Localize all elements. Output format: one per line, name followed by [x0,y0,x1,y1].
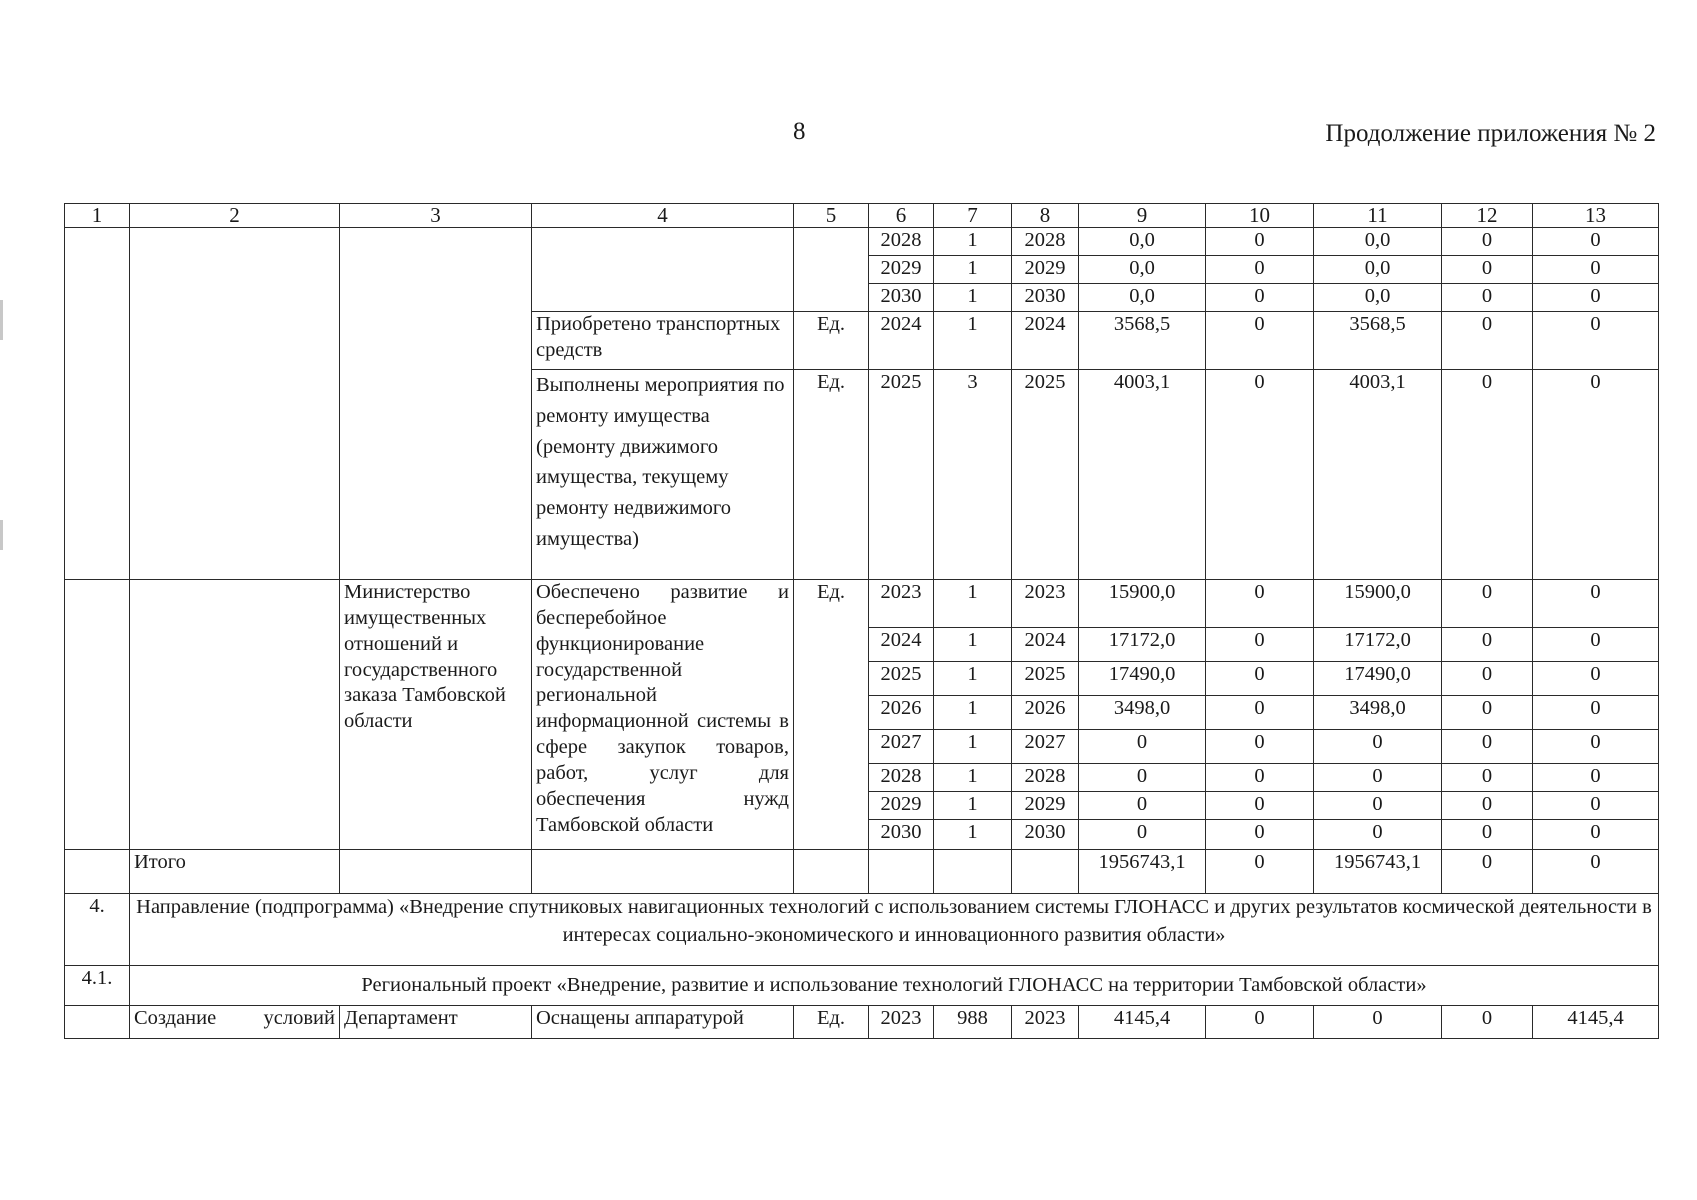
header-cell: 4 [532,204,794,228]
header-cell: 1 [65,204,130,228]
empty-cell [65,580,130,850]
indicator-cell: Оснащены аппаратурой [532,1006,794,1039]
budget-table [64,203,1659,1039]
year-cell: 2030 [869,284,934,312]
section-number: 4. [65,894,130,966]
amount-cell: 0 [1314,792,1442,820]
amount-cell: 0 [1206,628,1314,662]
amount-cell: 0 [1079,792,1206,820]
amount-cell: 0 [1314,820,1442,850]
header-cell: 7 [934,204,1012,228]
amount-cell: 0 [1314,730,1442,764]
amount-cell: 4003,1 [1314,370,1442,580]
indicator-cell: Обеспечено развитие и бесперебойное функционирование государственной региональной информационной системы в сфере закупок товаров, работ, услуг для обеспечения нужд Тамбовской области [532,580,794,850]
total-label: Итого [130,850,340,894]
empty-cell [340,228,532,580]
empty-cell [130,580,340,850]
empty-cell [65,850,130,894]
count-cell: 1 [934,312,1012,370]
year-cell: 2030 [869,820,934,850]
amount-cell: 17172,0 [1079,628,1206,662]
amount-cell: 0 [1442,580,1533,628]
count-cell: 1 [934,228,1012,256]
amount-cell: 0,0 [1079,284,1206,312]
empty-cell [1012,850,1079,894]
amount-cell: 3498,0 [1314,696,1442,730]
amount-cell: 0 [1206,792,1314,820]
amount-cell: 0,0 [1079,256,1206,284]
section-title: Региональный проект «Внедрение, развитие и использование технологий ГЛОНАСС на территории Тамбовской области» [130,966,1659,1006]
count-cell: 1 [934,580,1012,628]
year-cell: 2025 [1012,370,1079,580]
amount-cell: 17490,0 [1314,662,1442,696]
amount-cell: 0 [1079,730,1206,764]
amount-cell: 0 [1533,228,1659,256]
executor-cell: Департамент [340,1006,532,1039]
year-cell: 2025 [1012,662,1079,696]
amount-cell: 17172,0 [1314,628,1442,662]
amount-cell: 3568,5 [1079,312,1206,370]
amount-cell: 0 [1533,580,1659,628]
header-cell: 10 [1206,204,1314,228]
amount-cell: 0 [1206,284,1314,312]
amount-cell: 0 [1442,1006,1533,1039]
header-cell: 12 [1442,204,1533,228]
amount-cell: 0 [1206,662,1314,696]
unit-cell: Ед. [794,370,869,580]
amount-cell: 0 [1442,764,1533,792]
amount-cell: 0,0 [1314,228,1442,256]
header-cell: 3 [340,204,532,228]
amount-cell: 4003,1 [1079,370,1206,580]
table-row [65,580,1659,628]
executor-cell: Министерство имущественных отношений и государственного заказа Тамбовской области [340,580,532,850]
count-cell: 1 [934,792,1012,820]
amount-cell: 0 [1533,792,1659,820]
count-cell: 1 [934,628,1012,662]
unit-cell: Ед. [794,580,869,850]
year-cell: 2026 [1012,696,1079,730]
year-cell: 2028 [1012,228,1079,256]
page-number: 8 [793,118,806,145]
amount-cell: 0 [1442,792,1533,820]
amount-cell: 15900,0 [1314,580,1442,628]
amount-cell: 0 [1533,628,1659,662]
year-cell: 2027 [1012,730,1079,764]
measure-cell: Создание условий [130,1006,340,1039]
year-cell: 2025 [869,662,934,696]
empty-cell [532,228,794,312]
amount-cell: 0 [1206,370,1314,580]
empty-cell [794,228,869,312]
scan-edge-mark [0,300,3,340]
header-cell: 11 [1314,204,1442,228]
empty-cell [869,850,934,894]
amount-cell: 0 [1442,256,1533,284]
amount-cell: 0 [1533,730,1659,764]
header-cell: 13 [1533,204,1659,228]
amount-cell: 0,0 [1079,228,1206,256]
count-cell: 1 [934,730,1012,764]
indicator-cell: Приобретено транспортных средств [532,312,794,370]
year-cell: 2024 [869,312,934,370]
year-cell: 2027 [869,730,934,764]
year-cell: 2024 [869,628,934,662]
column-number-header [65,204,1659,228]
header-cell: 9 [1079,204,1206,228]
amount-cell: 0 [1314,764,1442,792]
year-cell: 2029 [869,792,934,820]
empty-cell [794,850,869,894]
year-cell: 2024 [1012,628,1079,662]
amount-cell: 0 [1533,284,1659,312]
year-cell: 2030 [1012,284,1079,312]
count-cell: 1 [934,256,1012,284]
amount-cell: 0 [1442,730,1533,764]
year-cell: 2029 [1012,256,1079,284]
amount-cell: 0 [1533,370,1659,580]
count-cell: 1 [934,820,1012,850]
header-cell: 5 [794,204,869,228]
amount-cell: 0,0 [1314,284,1442,312]
amount-cell: 0 [1442,312,1533,370]
amount-cell: 0 [1442,696,1533,730]
amount-cell: 4145,4 [1533,1006,1659,1039]
amount-cell: 0 [1442,228,1533,256]
year-cell: 2028 [869,228,934,256]
amount-cell: 0 [1533,696,1659,730]
count-cell: 3 [934,370,1012,580]
total-amount-cell: 0 [1533,850,1659,894]
count-cell: 1 [934,284,1012,312]
amount-cell: 0 [1442,284,1533,312]
total-amount-cell: 0 [1206,850,1314,894]
amount-cell: 0 [1206,730,1314,764]
total-row [65,850,1659,894]
amount-cell: 17490,0 [1079,662,1206,696]
year-cell: 2023 [869,1006,934,1039]
header-cell: 6 [869,204,934,228]
amount-cell: 0 [1442,628,1533,662]
year-cell: 2029 [869,256,934,284]
amount-cell: 0 [1206,228,1314,256]
amount-cell: 3498,0 [1079,696,1206,730]
amount-cell: 0 [1533,820,1659,850]
count-cell: 988 [934,1006,1012,1039]
amount-cell: 0 [1533,764,1659,792]
year-cell: 2030 [1012,820,1079,850]
amount-cell: 0 [1533,312,1659,370]
amount-cell: 0 [1533,256,1659,284]
empty-cell [65,228,130,580]
section-row [65,894,1659,966]
year-cell: 2023 [1012,1006,1079,1039]
year-cell: 2023 [869,580,934,628]
section-number: 4.1. [65,966,130,1006]
subsection-row [65,966,1659,1006]
empty-cell [934,850,1012,894]
amount-cell: 0 [1079,820,1206,850]
year-cell: 2029 [1012,792,1079,820]
count-cell: 1 [934,662,1012,696]
indicator-cell: Выполнены мероприятия по ремонту имущества (ремонту движимого имущества, текущему ремонту недвижимого имущества) [532,370,794,580]
section-title: Направление (подпрограмма) «Внедрение спутниковых навигационных технологий с использованием системы ГЛОНАСС и других результатов космической деятельности в интересах социально-экономического и инновационного развития области» [130,894,1659,966]
amount-cell: 0,0 [1314,256,1442,284]
year-cell: 2028 [869,764,934,792]
amount-cell: 0 [1206,1006,1314,1039]
amount-cell: 0 [1206,580,1314,628]
count-cell: 1 [934,764,1012,792]
total-amount-cell: 1956743,1 [1314,850,1442,894]
scan-edge-mark [0,520,3,550]
total-amount-cell: 1956743,1 [1079,850,1206,894]
header-cell: 8 [1012,204,1079,228]
amount-cell: 0 [1442,820,1533,850]
empty-cell [130,228,340,580]
count-cell: 1 [934,696,1012,730]
table-row [65,1006,1659,1039]
amount-cell: 0 [1206,312,1314,370]
amount-cell: 0 [1314,1006,1442,1039]
amount-cell: 4145,4 [1079,1006,1206,1039]
unit-cell: Ед. [794,312,869,370]
amount-cell: 0 [1206,256,1314,284]
amount-cell: 3568,5 [1314,312,1442,370]
empty-cell [340,850,532,894]
amount-cell: 0 [1442,370,1533,580]
empty-cell [532,850,794,894]
year-cell: 2024 [1012,312,1079,370]
amount-cell: 0 [1442,662,1533,696]
total-amount-cell: 0 [1442,850,1533,894]
table-row [65,228,1659,256]
year-cell: 2026 [869,696,934,730]
amount-cell: 0 [1206,696,1314,730]
amount-cell: 0 [1206,764,1314,792]
amount-cell: 0 [1206,820,1314,850]
appendix-caption: Продолжение приложения № 2 [1325,120,1656,147]
amount-cell: 15900,0 [1079,580,1206,628]
year-cell: 2023 [1012,580,1079,628]
amount-cell: 0 [1533,662,1659,696]
unit-cell: Ед. [794,1006,869,1039]
empty-cell [65,1006,130,1039]
header-cell: 2 [130,204,340,228]
amount-cell: 0 [1079,764,1206,792]
year-cell: 2028 [1012,764,1079,792]
year-cell: 2025 [869,370,934,580]
